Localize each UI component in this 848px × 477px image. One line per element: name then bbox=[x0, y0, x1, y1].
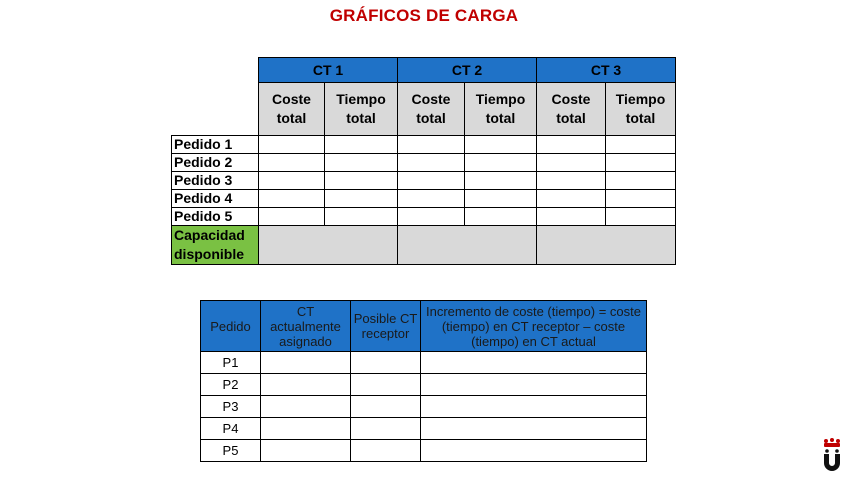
table-cell bbox=[421, 352, 647, 374]
table-cell bbox=[261, 418, 351, 440]
row-label-p1: P1 bbox=[201, 352, 261, 374]
table-cell bbox=[398, 136, 465, 154]
table-cell bbox=[421, 396, 647, 418]
table-cell bbox=[351, 396, 421, 418]
table-cell bbox=[465, 208, 537, 226]
table-cell bbox=[325, 136, 398, 154]
table-cell bbox=[606, 172, 676, 190]
table-cell bbox=[325, 172, 398, 190]
table-cell bbox=[465, 190, 537, 208]
row-label-p3: P3 bbox=[201, 396, 261, 418]
table-cell bbox=[537, 208, 606, 226]
table-cell bbox=[465, 154, 537, 172]
table-cell bbox=[537, 190, 606, 208]
table-cell bbox=[351, 440, 421, 462]
load-chart-table bbox=[171, 57, 676, 265]
table-cell bbox=[421, 440, 647, 462]
table-cell bbox=[259, 154, 325, 172]
subheader-coste-total: Coste total bbox=[537, 83, 606, 136]
table-row bbox=[201, 440, 647, 462]
table-cell bbox=[261, 440, 351, 462]
table-cell bbox=[351, 418, 421, 440]
table-cell bbox=[398, 172, 465, 190]
header-ct-receptor: Posible CT receptor bbox=[351, 301, 421, 352]
table-cell bbox=[606, 136, 676, 154]
table-cell bbox=[259, 172, 325, 190]
table-cell bbox=[261, 352, 351, 374]
subheader-coste-total: Coste total bbox=[398, 83, 465, 136]
capacity-cell-ct1 bbox=[259, 226, 398, 265]
university-crown-logo-icon bbox=[820, 438, 844, 472]
row-label-pedido-5: Pedido 5 bbox=[172, 208, 259, 226]
table-cell bbox=[606, 190, 676, 208]
subheader-tiempo-total: Tiempo total bbox=[606, 83, 676, 136]
capacity-label-line1: Capacidad bbox=[174, 227, 245, 243]
header-ct-asignado: CT actualmente asignado bbox=[261, 301, 351, 352]
table-cell bbox=[351, 352, 421, 374]
row-label-p4: P4 bbox=[201, 418, 261, 440]
table-corner bbox=[172, 83, 259, 136]
table-cell bbox=[421, 418, 647, 440]
group-header-ct2: CT 2 bbox=[398, 58, 537, 83]
table-corner bbox=[172, 58, 259, 83]
table-cell bbox=[261, 374, 351, 396]
table-row bbox=[172, 208, 676, 226]
table-cell bbox=[325, 208, 398, 226]
group-header-ct1: CT 1 bbox=[259, 58, 398, 83]
group-header-ct3: CT 3 bbox=[537, 58, 676, 83]
subheader-coste-total: Coste total bbox=[259, 83, 325, 136]
capacity-row bbox=[172, 226, 676, 265]
table-cell bbox=[398, 154, 465, 172]
page-title: GRÁFICOS DE CARGA bbox=[329, 6, 519, 25]
table-cell bbox=[537, 136, 606, 154]
table-row bbox=[172, 190, 676, 208]
table-cell bbox=[259, 190, 325, 208]
table-row bbox=[172, 172, 676, 190]
table-cell bbox=[325, 190, 398, 208]
row-label-pedido-3: Pedido 3 bbox=[172, 172, 259, 190]
table-cell bbox=[325, 154, 398, 172]
subheader-tiempo-total: Tiempo total bbox=[325, 83, 398, 136]
table-cell bbox=[351, 374, 421, 396]
header-incremento: Incremento de coste (tiempo) = coste (tiempo) en CT receptor – coste (tiempo) en CT actual bbox=[421, 301, 647, 352]
table-row bbox=[201, 396, 647, 418]
table-cell bbox=[421, 374, 647, 396]
capacity-label bbox=[172, 226, 259, 265]
row-label-pedido-2: Pedido 2 bbox=[172, 154, 259, 172]
subheader-tiempo-total: Tiempo total bbox=[465, 83, 537, 136]
capacity-cell-ct2 bbox=[398, 226, 537, 265]
table-row bbox=[201, 374, 647, 396]
table-cell bbox=[606, 154, 676, 172]
row-label-p2: P2 bbox=[201, 374, 261, 396]
header-pedido: Pedido bbox=[201, 301, 261, 352]
row-label-pedido-1: Pedido 1 bbox=[172, 136, 259, 154]
table-cell bbox=[398, 190, 465, 208]
table-cell bbox=[537, 172, 606, 190]
table-cell bbox=[606, 208, 676, 226]
table-cell bbox=[398, 208, 465, 226]
reassignment-table bbox=[200, 300, 647, 462]
table-cell bbox=[261, 396, 351, 418]
table-row bbox=[201, 418, 647, 440]
capacity-cell-ct3 bbox=[537, 226, 676, 265]
table-cell bbox=[465, 136, 537, 154]
table-row bbox=[172, 154, 676, 172]
table-cell bbox=[537, 154, 606, 172]
table-row bbox=[172, 136, 676, 154]
table-cell bbox=[259, 136, 325, 154]
row-label-p5: P5 bbox=[201, 440, 261, 462]
row-label-pedido-4: Pedido 4 bbox=[172, 190, 259, 208]
table-cell bbox=[465, 172, 537, 190]
table-row bbox=[201, 352, 647, 374]
table-cell bbox=[259, 208, 325, 226]
capacity-label-line2: disponible bbox=[174, 246, 244, 262]
